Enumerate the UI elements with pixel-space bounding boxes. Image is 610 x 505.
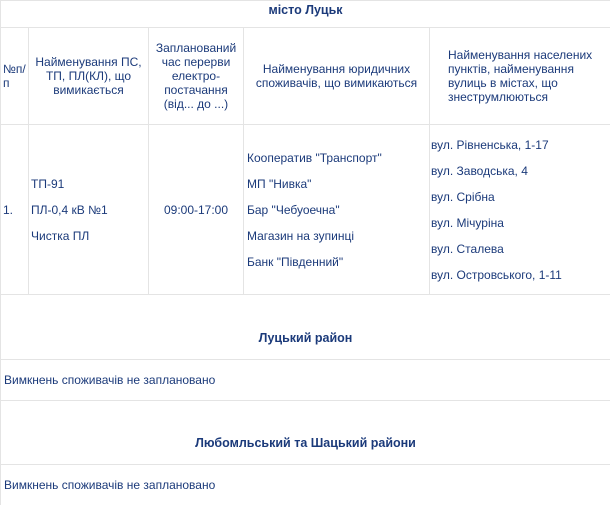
street-item: вул. Заводська, 4 (431, 163, 528, 178)
header-num: №п/п (1, 28, 29, 125)
street-item: вул. Островського, 1-11 (431, 267, 562, 282)
table-header-row (1, 28, 610, 125)
note-lutsk-district: Вимкнень споживачів не заплановано (1, 359, 610, 400)
consumer-item: МП "Нивка" (247, 176, 312, 191)
substation-line: Чистка ПЛ (31, 228, 90, 243)
header-settlements: Найменування населених пунктів, найменування вулиць в містах, що знеструмлюються (430, 28, 610, 125)
table-row (1, 125, 610, 295)
row-consumers (244, 125, 430, 295)
consumer-item: Магазин на зупинці (247, 228, 354, 243)
section-row-lutsk-city (1, 1, 610, 28)
note-row-lutsk-district (1, 359, 610, 400)
row-num: 1. (1, 125, 29, 295)
section-row-lyuboml-shatsk (1, 423, 610, 465)
section-title-lutsk-district: Луцький район (1, 317, 610, 359)
street-item: вул. Сталева (431, 241, 504, 256)
spacer-row (1, 295, 610, 318)
section-title-lutsk-city: місто Луцьк (1, 1, 610, 28)
street-item: вул. Мічуріна (431, 215, 504, 230)
spacer-row (1, 400, 610, 423)
header-consumers: Найменування юридичних споживачів, що вимикаються (244, 28, 430, 125)
header-substation: Найменування ПС, ТП, ПЛ(КЛ), що вимикається (29, 28, 149, 125)
note-row-lyuboml-shatsk (1, 465, 610, 505)
substation-line: ТП-91 (31, 176, 65, 191)
street-item: вул. Рівненська, 1-17 (431, 137, 549, 152)
row-substation (29, 125, 149, 295)
section-row-lutsk-district (1, 317, 610, 359)
consumer-item: Кооператив "Транспорт" (247, 150, 382, 165)
header-time: Запланований час перерви електро-постачання (від... до ...) (149, 28, 244, 125)
section-title-lyuboml-shatsk: Любомльський та Шацький райони (1, 423, 610, 465)
substation-line: ПЛ-0,4 кВ №1 (31, 202, 108, 217)
consumer-item: Банк "Південний" (247, 254, 344, 269)
note-lyuboml-shatsk: Вимкнень споживачів не заплановано (1, 465, 610, 505)
consumer-item: Бар "Чебуоечна" (247, 202, 340, 217)
street-item: вул. Срібна (431, 189, 495, 204)
row-time: 09:00-17:00 (149, 125, 244, 295)
row-streets (430, 125, 610, 295)
